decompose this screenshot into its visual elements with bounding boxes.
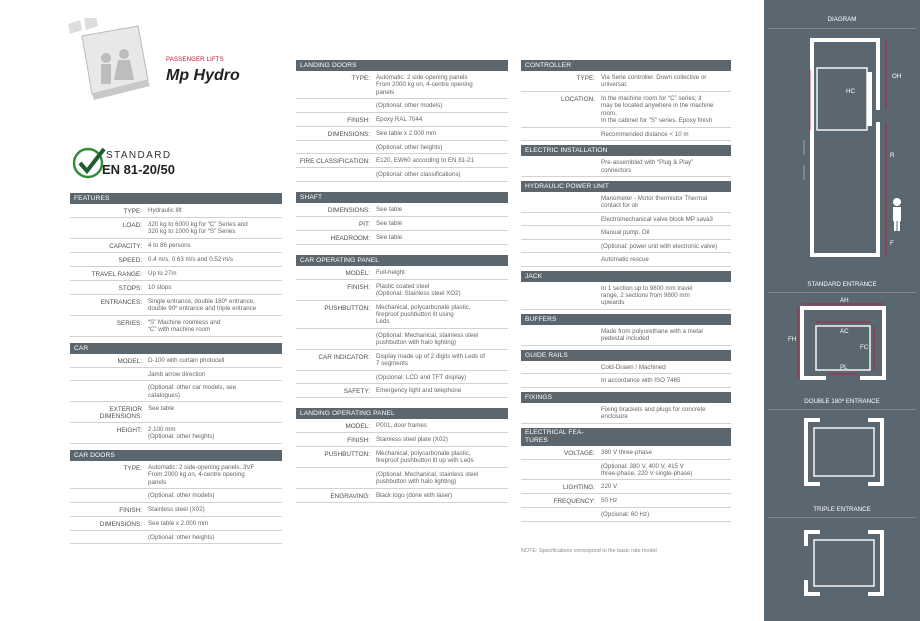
- spec-value: Emergency light and telephone: [376, 387, 462, 394]
- section-title: CAR OPERATING PANEL: [296, 255, 508, 266]
- spec-row: [296, 141, 508, 154]
- controller-section: [521, 60, 731, 141]
- spec-value: 4 to 86 persons: [148, 241, 191, 249]
- spec-key: [296, 373, 376, 375]
- spec-row: [521, 374, 731, 387]
- spec-key: FINISH:: [347, 437, 370, 444]
- spec-row: [296, 203, 508, 217]
- spec-key: SERIES:: [116, 319, 142, 327]
- spec-row: [296, 99, 508, 112]
- spec-key: VOLTAGE:: [563, 449, 595, 457]
- spec-row: [296, 231, 508, 245]
- section-title: LANDING DOORS: [296, 60, 508, 71]
- spec-value: (Optional: other models): [376, 102, 443, 110]
- spec-row: [70, 368, 282, 381]
- spec-key: HEIGHT:: [116, 426, 142, 434]
- standard-word: STANDARD: [106, 150, 172, 161]
- spec-key: TRAVEL RANGE:: [91, 270, 142, 278]
- spec-key: MODEL:: [117, 357, 142, 365]
- spec-value: Jamb arrow direction: [148, 370, 206, 378]
- spec-value: Stainless steel (X02): [148, 505, 205, 513]
- section-title: BUFFERS: [521, 314, 731, 325]
- spec-row: [296, 489, 508, 503]
- car-doors-section: [70, 450, 282, 544]
- standard-badge: [70, 105, 282, 193]
- jack-section: [521, 271, 731, 310]
- spec-key: LIGHTING:: [563, 484, 595, 492]
- spec-key: [70, 491, 148, 493]
- hydraulic-section: [521, 181, 731, 267]
- spec-row: [296, 127, 508, 141]
- spec-key: STOPS:: [118, 284, 142, 292]
- spec-key: FREQUENCY:: [553, 498, 595, 506]
- fixings-section: [521, 392, 731, 424]
- spec-key: DIMENSIONS:: [327, 130, 370, 138]
- spec-value: Black logo (done with laser): [376, 491, 453, 499]
- spec-value: See table: [376, 219, 403, 227]
- spec-row: [296, 154, 508, 168]
- spec-key: TYPE:: [351, 75, 370, 82]
- double-entrance-diagram: [764, 414, 920, 494]
- spec-row: [70, 239, 282, 253]
- spec-value: Automatic: 2 side-opening panels. 3VF From 2000 kg on, 4-centre opening panels: [148, 463, 255, 486]
- double-entrance-title: DOUBLE 180º ENTRANCE: [804, 398, 880, 405]
- spec-key: TYPE:: [123, 464, 142, 472]
- label-f: F: [890, 240, 894, 247]
- spec-row: [296, 329, 508, 350]
- column-right: [521, 60, 731, 554]
- car-section: [70, 343, 282, 444]
- section-title: JACK: [521, 271, 731, 282]
- electrical-section: [521, 428, 731, 522]
- spec-value: See table x 2.000 mm: [376, 129, 437, 137]
- landing-doors-section: [296, 60, 508, 182]
- brand-product: Mp Hydro: [166, 67, 240, 84]
- spec-value: (Opcional: 60 Hz): [601, 511, 650, 519]
- spec-key: [70, 370, 148, 372]
- divider: [768, 517, 916, 518]
- column-left: [70, 0, 282, 544]
- label-r: R: [890, 152, 895, 159]
- spec-value: Display made up of 2 digits with Leds of 7 segments: [376, 352, 486, 368]
- spec-key: TYPE:: [123, 208, 142, 215]
- section-title: LANDING OPERATING PANEL: [296, 408, 508, 419]
- spec-row: [296, 468, 508, 489]
- spec-row: [296, 419, 508, 433]
- brand-tagline: PASSENGER LIFTS: [166, 57, 224, 63]
- spec-key: [521, 255, 601, 257]
- divider: [768, 28, 916, 29]
- spec-row: [296, 266, 508, 280]
- label-hc: HC: [846, 88, 855, 95]
- spec-value: Up to 27m: [148, 269, 177, 277]
- spec-value: Recommended distance < 10 m: [601, 130, 689, 138]
- spec-key: SAFETY:: [343, 388, 370, 395]
- spec-key: [70, 533, 148, 535]
- spec-row: [296, 71, 508, 99]
- spec-key: ENTRANCES:: [100, 298, 142, 306]
- spec-key: FINISH:: [347, 116, 370, 124]
- section-title: ELECTRICAL FEA- TURES: [521, 428, 731, 446]
- spec-value: Plastic coated steel (Optional: Stainless steel XO2): [376, 282, 461, 298]
- landing-panel-section: [296, 408, 508, 503]
- spec-row: [70, 267, 282, 281]
- spec-row: [70, 281, 282, 295]
- spec-key: [521, 284, 601, 286]
- spec-value: D-100 with curtain photocell: [148, 356, 225, 364]
- spec-row: [70, 295, 282, 316]
- spec-key: FINISH:: [347, 283, 370, 291]
- spec-row: [521, 156, 731, 177]
- spec-row: [521, 480, 731, 494]
- spec-value: 0.4 m/s, 0.63 m/s and 0.52 m/s: [148, 255, 233, 263]
- spec-value: In 1 section up to 9800 mm travel range, 2 sections from 9800 mm upwards: [601, 284, 693, 307]
- standard-entrance-title: STANDARD ENTRANCE: [807, 281, 877, 288]
- spec-key: ENGRAVING:: [330, 492, 370, 500]
- divider: [768, 409, 916, 410]
- divider: [768, 292, 916, 293]
- triple-entrance-diagram: [764, 524, 920, 604]
- car-panel-section: [296, 255, 508, 398]
- spec-value: Hydraulic lift: [148, 207, 182, 214]
- spec-value: Via Serie controller. Down collective or universal.: [601, 74, 707, 89]
- spec-row: [521, 226, 731, 239]
- spec-value: Single entrance, double 180º entrance, double 90º entrance and triple entrance: [148, 297, 257, 313]
- spec-value: In the machine room for “C” series; it may be located anywhere in the machine room. In the cabinet for “S” series. Epoxy finish: [601, 94, 714, 125]
- spec-row: [70, 381, 282, 402]
- spec-key: [521, 462, 601, 464]
- spec-row: [521, 240, 731, 253]
- spec-row: [521, 494, 731, 508]
- spec-key: TYPE:: [576, 75, 595, 82]
- spec-value: (Optional: other classifications): [376, 171, 461, 179]
- column-middle: [296, 60, 508, 503]
- spec-row: [70, 218, 282, 239]
- brand-header: [70, 0, 282, 105]
- spec-key: [521, 363, 601, 365]
- spec-value: (Optional: other heights): [376, 143, 443, 151]
- spec-row: [521, 361, 731, 374]
- spec-value: Mechanical, polycarbonate plastic, fireproof pushbutton lit up with Leds: [376, 450, 474, 465]
- spec-row: [70, 402, 282, 423]
- spec-row: [296, 113, 508, 127]
- spec-row: [521, 403, 731, 424]
- spec-key: [521, 158, 601, 160]
- spec-value: Full-height: [376, 268, 405, 276]
- spec-value: Electromechanical valve block MP sava3: [601, 215, 714, 223]
- spec-key: [521, 510, 601, 512]
- spec-key: MODEL:: [345, 423, 370, 430]
- section-title: FIXINGS: [521, 392, 731, 403]
- shaft-section: [296, 192, 508, 245]
- label-fc: FC: [860, 344, 869, 351]
- spec-row: [70, 489, 282, 502]
- spec-row: [70, 253, 282, 267]
- spec-key: [521, 215, 601, 217]
- guide-rails-section: [521, 350, 731, 388]
- spec-value: See table: [376, 205, 403, 213]
- spec-value: Stainless steel plate (X02): [376, 436, 448, 443]
- spec-row: [70, 354, 282, 368]
- spec-key: MODEL:: [345, 269, 370, 277]
- spec-value: Automatic: 2 side-opening panels From 2000 kg on, 4-centre opening panels: [376, 74, 473, 96]
- spec-row: [521, 128, 731, 141]
- spec-key: PUSHBUTTON:: [324, 304, 370, 312]
- spec-key: [521, 327, 601, 329]
- spec-row: [521, 192, 731, 213]
- spec-value: E120, EW60 according to EN 81-21: [376, 157, 475, 165]
- spec-row: [70, 503, 282, 517]
- spec-row: [70, 517, 282, 531]
- spec-row: [521, 446, 731, 460]
- spec-row: [521, 213, 731, 226]
- spec-row: [296, 301, 508, 329]
- spec-key: DIMENSIONS:: [99, 520, 142, 528]
- spec-key: DIMENSIONS:: [327, 206, 370, 214]
- spec-key: [296, 143, 376, 145]
- spec-value: P001, door frames: [376, 422, 427, 429]
- spec-value: In accordance with ISO 7465: [601, 377, 681, 385]
- spec-key: [296, 470, 376, 472]
- spec-row: [296, 371, 508, 384]
- spec-value: “S” Machine roomless and “C” with machine room: [148, 318, 221, 334]
- spec-row: [296, 350, 508, 371]
- spec-value: (Optional: 380 V, 400 V, 415 V three-phase, 220 V single-phase): [601, 462, 693, 477]
- spec-value: Cold-Drawn / Machined: [601, 363, 666, 371]
- section-title: FEATURES: [70, 193, 282, 204]
- spec-value: See table: [376, 233, 403, 241]
- spec-row: [70, 461, 282, 489]
- spec-value: See table: [148, 404, 175, 412]
- standard-entrance-diagram: [764, 300, 920, 390]
- label-ah: AH: [840, 297, 849, 304]
- spec-key: [521, 130, 601, 132]
- spec-value: 380 V three-phase: [601, 448, 652, 456]
- spec-value: (Optional: other models): [148, 492, 215, 500]
- lift-logo-icon: [64, 18, 156, 108]
- spec-row: [296, 384, 508, 398]
- spec-key: CAR INDICATOR:: [318, 353, 370, 361]
- spec-row: [296, 280, 508, 301]
- features-section: [70, 193, 282, 337]
- section-title: SHAFT: [296, 192, 508, 203]
- spec-key: PUSHBUTTON:: [324, 451, 370, 458]
- spec-value: 50 Hz: [601, 497, 618, 505]
- spec-row: [521, 460, 731, 481]
- section-title: CONTROLLER: [521, 60, 731, 71]
- spec-row: [521, 71, 731, 92]
- spec-value: 320 kg to 6000 kg for “C” Series and 320 kg to 1000 kg for “S” Series: [148, 221, 248, 236]
- spec-value: (Optional: other heights): [148, 533, 215, 541]
- spec-key: LOAD:: [122, 222, 142, 229]
- label-pl: PL: [840, 364, 848, 371]
- section-title: HYDRAULIC POWER UNIT: [521, 181, 731, 192]
- spec-row: [296, 168, 508, 181]
- section-title: ELECTRIC INSTALLATION: [521, 145, 731, 156]
- spec-value: 10 stops: [148, 283, 172, 291]
- electric-section: [521, 145, 731, 177]
- spec-value: Manometer - Motor thermistor Thermal contact for oil: [601, 194, 708, 210]
- spec-key: HEADROOM:: [330, 234, 370, 242]
- spec-value: (Optional: other car models, see catalogues): [148, 384, 237, 399]
- triple-entrance-title: TRIPLE ENTRANCE: [813, 506, 871, 513]
- spec-row: [521, 253, 731, 266]
- standard-code: EN 81-20/50: [102, 162, 175, 177]
- spec-value: (Optional: Mechanical, stainless steel pushbutton with halo lighting): [376, 331, 479, 347]
- spec-key: LOCATION:: [561, 95, 595, 103]
- spec-key: EXTERIOR DIMENSIONS:: [99, 405, 142, 420]
- spec-key: PIT:: [358, 220, 370, 228]
- spec-row: [70, 204, 282, 218]
- spec-value: 220 V: [601, 483, 618, 491]
- spec-key: [521, 376, 601, 378]
- spec-value: Made from polyurethane with a metal pedestal included: [601, 327, 703, 343]
- spec-row: [296, 447, 508, 468]
- diagram-title: DIAGRAM: [827, 16, 857, 23]
- spec-key: FIRE CLASSIFICATION:: [299, 158, 370, 166]
- section-title: CAR DOORS: [70, 450, 282, 461]
- spec-value: See table x 2.000 mm: [148, 519, 209, 527]
- spec-row: [70, 423, 282, 444]
- label-oh: OH: [892, 73, 902, 80]
- spec-key: [521, 228, 601, 230]
- spec-key: [521, 242, 601, 244]
- spec-row: [70, 531, 282, 544]
- diagram-panel: [764, 0, 920, 621]
- spec-value: Mechanical, polycarbonate plastic, fireproof pushbutton lit using Leds: [376, 303, 471, 326]
- buffers-section: [521, 314, 731, 346]
- spec-key: SPEED:: [118, 256, 142, 264]
- spec-row: [521, 325, 731, 346]
- spec-key: [296, 170, 376, 172]
- spec-key: [521, 194, 601, 196]
- footnote: NOTE: Specifications correspond to the basic rate model: [521, 547, 657, 554]
- spec-row: [296, 433, 508, 447]
- spec-key: [296, 331, 376, 333]
- spec-value: Epoxy RAL 7044: [376, 115, 423, 123]
- spec-row: [521, 92, 731, 128]
- spec-value: Pre-assembled with “Plug & Play” connectors: [601, 159, 694, 174]
- spec-row: [70, 316, 282, 337]
- spec-value: (Optional: power unit with electronic valve): [601, 242, 718, 250]
- spec-key: [296, 101, 376, 103]
- spec-key: [521, 405, 601, 407]
- spec-value: Manual pump. Oil: [601, 229, 650, 237]
- shaft-diagram: [764, 30, 920, 270]
- spec-value: 2.100 mm (Optional: other heights): [148, 425, 215, 441]
- spec-row: [521, 508, 731, 521]
- spec-value: (Optional: Mechanical, stainless steel pushbutton with halo lighting): [376, 470, 479, 486]
- spec-key: CAPACITY:: [109, 242, 142, 250]
- section-title: CAR: [70, 343, 282, 354]
- spec-key: FINISH:: [119, 506, 142, 514]
- spec-row: [296, 217, 508, 231]
- section-title: GUIDE RAILS: [521, 350, 731, 361]
- spec-value: Automatic rescue: [601, 256, 649, 264]
- spec-row: [521, 282, 731, 310]
- spec-value: (Opcional: LCD and TFT display): [376, 373, 467, 381]
- label-fh: FH: [788, 336, 797, 343]
- spec-value: Fixing brackets and plugs for concrete enclosure: [601, 405, 706, 421]
- spec-key: [70, 383, 148, 385]
- label-ac: AC: [840, 328, 849, 335]
